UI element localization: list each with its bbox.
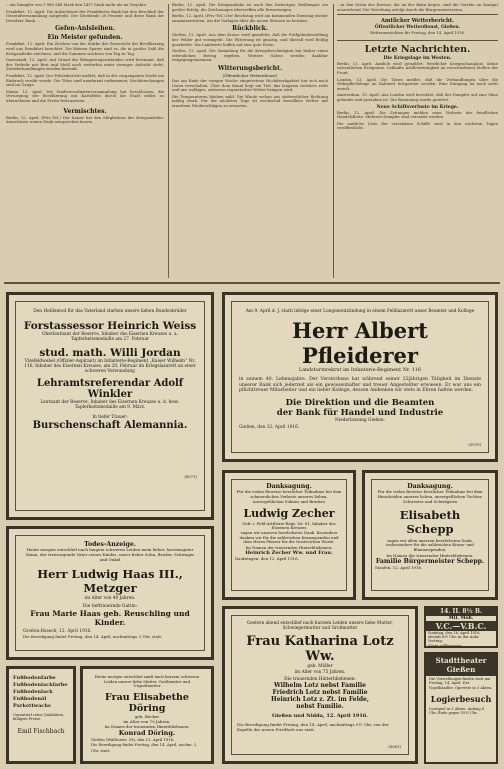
ad-place-date: Großen-Buseck, 12. April 1916.: [23, 629, 92, 635]
ad-vc-vbc: [424, 606, 498, 648]
ad-funeral: Die Beerdigung findet Freitag, den 14. April, nachmittags 3 Uhr, statt.: [23, 634, 163, 640]
ad-family: Heinrich Zecher Ww. und Frau.: [245, 550, 333, 557]
section-heading: Ein Meister gefunden.: [47, 34, 123, 42]
paragraph: Berlin, 12. April. Die Zeitungen melden neue Verluste der feindlichen Handelsflotte. Mehrere Dampfer sind versenkt worden.: [337, 109, 498, 120]
ad-person-name: stud. math. Willi Jordan: [39, 346, 181, 359]
ad-person-name: Lehramtsreferendar Adolf Winkler: [36, 378, 184, 401]
ad-text: Heute morgen entschlief nach langem schweren Leiden mein lieber, herzensguter Mann, der treusorgende Vater seines Kindes, unser lieber Sohn, Bruder, Schwager und Onkel: [25, 547, 195, 562]
ad-heading: Todes-Anzeige.: [84, 541, 136, 548]
paragraph: Frankfurt, 12. April. Der Polizeibericht meldet, daß in der vergangenen Nacht ein Einbruch verübt wurde. Die Täter sind unerkannt entkommen; Nachforschungen sind im Gange.: [6, 72, 164, 88]
ad-person-detail: Oberleutnant der Reserve, Inhaber des Eisernen Kreuzes u. a. Tapferkeitsmedaille am 27. Februar: [42, 332, 178, 343]
ad-heading: Stadttheater Gießen: [426, 654, 496, 676]
ad-family: Konrad Döring.: [118, 729, 176, 738]
ad-place-date: Gießen und Nidda, 12. April 1916.: [271, 713, 369, 720]
ad-person-name: Ludwig Zecher: [243, 506, 335, 520]
ad-person-name: Herr Ludwig Haas III., Metzger: [37, 566, 183, 595]
ad-family-member: Heinrich Lotz z. Zt. im Felde,: [271, 696, 369, 704]
weather-box-subheading: Öffentlicher Wetterdienst, Gießen.: [374, 25, 461, 31]
ad-shop-name: Emil Fischbach: [17, 727, 65, 735]
column-divider: [168, 4, 169, 278]
ad-schepp: [362, 470, 498, 600]
paragraph: Berlin, 12. April. (Priv.-Tel.) Der Reichstag wird am kommenden Dienstag wieder zusammentreten, um die Vorlagen über die neuen Steuern zu beraten.: [172, 13, 328, 23]
section-heading: Witterungsbericht.: [217, 64, 283, 72]
ad-text: Lustspiel in 3 Akten. Anfang 8 Uhr. Ende gegen 10½ Uhr.: [429, 706, 485, 716]
ad-text: Gestern abend entschlief nach kurzem Leiden unsere liebe Mutter, Schwiegermutter und Großmutter: [246, 621, 394, 632]
ad-product: Parkettwachs: [13, 703, 51, 709]
ad-haas: [6, 526, 214, 660]
ad-intro: Den Heldentod für das Vaterland starben unsere lieben Bundesbrüder: [33, 309, 187, 314]
news-subheading: Die Kriegslage im Westen.: [383, 55, 452, 61]
paragraph: Frankfurt, 12. April. Ein Zeichen von der Stärke der Zuversicht der Bevölkerung wird aus Frankfurt berichtet. Die kleinen Sparer sind es, die in großer Zahl die Kriegsanleihe zeichnen, und die Summen wachsen von Tag zu Tag.: [6, 41, 164, 56]
ad-place-date: Daubringen, den 12. April 1916.: [235, 556, 299, 562]
ad-family-label: Die tieftrauernde Gattin:: [82, 604, 138, 609]
paragraph: …ein Dampfer von 1 986 546 Mark den 1437 Mark mehr als im Vorjahre.: [6, 3, 148, 7]
ad-age: im Alter von 40 Jahren.: [84, 595, 136, 601]
ad-family-label: Im Namen der trauernden Hinterbliebenen:: [245, 545, 333, 551]
ad-body: in seinem 40. Lebensjahre. Der Verstorbene hat während seiner 22jährigen Tätigkeit im Dienste unserer Bank sich jederzeit als ein gewissenhafter und treuer Angestellter erwiesen. Er war uns ein pflichttreuer Mitarbeiter und ein lieber Kollege, dessen Andenken wir stets in Ehren halten werden.: [239, 377, 481, 393]
column-3: [337, 3, 498, 283]
ad-person-detail: Vizefeldwebel (Offizier-Aspirant) im Infanterie-Regiment „Kaiser Wilhelm“ Nr. 116, Inhaber des Eisernen Kreuzes, am 20. Februar im Kriegslazarett an einer schweren Verwundung: [24, 358, 196, 375]
column-divider: [333, 4, 334, 278]
ad-organization: V.C.—V.B.C.: [426, 621, 496, 631]
weather-box-line: Wetteraussichten für Freitag, den 14. April 1916.: [369, 30, 466, 36]
ad-family-member: nebst Familie.: [296, 703, 344, 711]
ad-product: Fußbodenlackfarbe: [13, 682, 68, 688]
paragraph: Die amtliche Liste der versenkten Schiffe wird in den nächsten Tagen veröffentlicht.: [337, 120, 498, 131]
ad-place-date: Staufen, 12. April 1916.: [375, 564, 423, 570]
news-subheading: Neue Schiffsverluste im Kriege.: [376, 104, 459, 110]
ad-subtitle: Mil. Mob.: [448, 616, 474, 621]
ad-age: im Alter von 75 Jahren.: [294, 669, 346, 675]
news-heading: Letzte Nachrichten.: [364, 43, 471, 55]
paragraph: Amsterdam, 13. April. Aus London wird berichtet, daß der Dampfer auf eine Mine gelaufen und gesunken ist. Die Besatzung wurde gerettet.: [337, 92, 498, 102]
ad-person-name: Frau Elisabethe Döring: [105, 691, 189, 714]
section-rule: [4, 282, 500, 284]
ad-code: (5070): [468, 442, 481, 447]
ad-rank: Landsturmrekrut im Infanterie-Regiment Nr. 116: [298, 367, 422, 374]
ad-signature: Die Direktion und die Beamten: [285, 398, 435, 409]
ad-heading: Danksagung.: [266, 483, 312, 490]
ad-code: (6071): [184, 474, 197, 479]
ad-family-member: Wilhelm Lotz nebst Familie: [273, 682, 366, 690]
ad-family: Frau Marie Haas geb. Reuschling und Kinder.: [30, 609, 190, 628]
ad-person-detail: Leutnant der Reserve, Inhaber des Eisernen Kreuzes u. d. hess. Tapferkeitsmedaille am 9. März.: [40, 400, 180, 411]
ad-note: Garantiert reine Qualitäten, billigste Preise.: [13, 713, 65, 722]
ad-fischbach: [6, 666, 76, 764]
paragraph: Frankfurt, 12. April. Die Aufsichtsrat der Frankfurter Bank hat den Beschluß der Generalversammlung mitgeteilt. Der Dividende 20 Prozent und diese Bank der Dresdner Bank …: [6, 8, 164, 23]
ad-family-member: Friedrich Lotz nebst Familie: [272, 689, 368, 697]
ad-intro: Am 9. April d. J. starb infolge einer Lungenentzündung in einem Feldlazarett unser Beamter und Kollege: [245, 309, 475, 314]
ad-text: Sonntag, den 16. April 1916, abends 8½ Uhr, in der Aula: Vortrag.: [428, 631, 481, 644]
paragraph: Die Temperaturen bleiben mild. Die Winde wehen aus südwestlicher Richtung mäßig stark. Für die nächsten Tage ist wechselnd bewölktes Wetter mit einzelnen Niederschlägen zu erwarten.: [172, 93, 328, 108]
ad-organization: Burschenschaft Alemannia.: [32, 419, 188, 431]
ad-product: Fußbodenfarbe: [13, 675, 56, 681]
ad-zecher: [222, 470, 356, 600]
section-subheading: (Öffentlicher Wetterdienst): [222, 72, 278, 78]
paragraph: …in den Orten des Kreises, die an der Bahn liegen, sind die Vorräte an Saatgut ausreichend. Die Verteilung erfolgt durch die Bürgermeistereien.: [337, 3, 498, 12]
ad-place-date: Gießen (Walltorstr. 39), den 12. April 1916.: [91, 737, 175, 743]
paragraph: Darmstadt, 12. April. Auf Grund des Belagerungszustandes wird bestimmt, daß der Verkehr mit Brot und Mehl auch weiterhin unter strenger Aufsicht steht; Zuwiderhandlungen werden bestraft.: [6, 57, 164, 72]
ad-pfleiderer: [222, 292, 498, 462]
ad-text: Für die vielen Beweise herzlicher Teilnahme bei dem schmerzlichen Verluste unseres lieben, unvergeßlichen Sohnes und Bruders: [236, 489, 342, 504]
ad-text: Heute morgen entschlief sanft nach kurzem schweren Leiden unsere liebe Mutter, Großmutter und Urgroßmutter: [94, 674, 200, 688]
ad-note: Gäste willkommen.: [428, 643, 463, 648]
paragraph: Mainz, 12. April. Die Stadtverordnetenversammlung hat beschlossen, die Versorgung der Bevölkerung mit Kartoffeln durch die Stadt selbst zu übernehmen und die Preise festzusetzen.: [6, 88, 164, 103]
ad-lotz: [222, 606, 418, 764]
ad-theater: [424, 652, 498, 764]
ad-text: sagen wir unseren herzlichsten Dank. Besonders danken wir für die zahlreichen Kranzspenden und dem Herrn Pfarrer für die trostreichen Worte.: [239, 529, 339, 545]
paragraph: Gießen, 12. April. Die Sammlung für die Kriegsbeschädigten hat bisher einen erfreulichen Betrag ergeben. Weitere Gaben werden dankbar entgegengenommen.: [172, 48, 328, 63]
ad-text: Die Vorstellungen finden statt am Freitag, 14. April: Der Vogelhändler. Operette in 3 Akten.: [429, 677, 493, 690]
ad-person-name: Frau Katharina Lotz Ww.: [246, 634, 394, 665]
ad-text: sagen wir allen unseren herzlichsten Dank, insbesondere für die zahlreichen Kranz- und Blumenspenden.: [386, 537, 474, 552]
ad-heading: Danksagung.: [407, 483, 453, 490]
ad-family-label: Im Namen der trauernden Hinterbliebenen:: [104, 723, 190, 729]
ad-place-date: Gießen, den 12. April 1916.: [239, 425, 300, 431]
ad-person-detail: Gefr. i. Feld-Artillerie-Regt. Nr. 61, Inhaber des Eisernen Kreuzes: [242, 520, 336, 531]
ad-family: Familie Bürgermeister Schepp.: [375, 557, 485, 565]
weather-box-heading: Amtlicher Wetterbericht.: [381, 18, 454, 25]
section-heading: Rückblick.: [232, 25, 268, 33]
paragraph: Gießen, 12. April. Aus dem Kreise wird gemeldet, daß die Frühjahrsbestellung der Felder gut vorangeht. Die Witterung ist günstig, und überall wird fleißig gearbeitet. Die Landwirte hoffen auf eine gute Ernte.: [172, 32, 328, 47]
ad-text: Für die vielen Beweise herzlicher Teilnahme bei dem Hinscheiden unserer lieben, unvergeßlichen Tochter, Schwester und Schwägerin: [377, 489, 483, 504]
ad-code: (6061): [388, 744, 401, 749]
ad-closing: In tiefer Trauer:: [92, 414, 128, 420]
ad-play-title: Logierbesuch: [430, 693, 492, 704]
ad-product: Fußbodenöl: [13, 696, 47, 702]
column-1: [6, 3, 164, 283]
section-heading: Gefen-Anlsleihen.: [55, 25, 115, 33]
paragraph: Berlin, 12. April. Die Kriegsanleihe ist nach den bisherigen Meldungen ein großer Erfolg; die Zeichnungen übertreffen alle Erwartungen.: [172, 3, 328, 12]
ad-nee: geb. Becker: [134, 713, 160, 719]
ad-person-name: Forstassessor Heinrich Weiss: [23, 320, 197, 333]
ad-date-banner: 14. II. 8½ B.: [426, 608, 496, 616]
ad-signature: Niederlassung Gießen.: [335, 418, 385, 424]
section-heading: Vermischtes.: [63, 107, 107, 115]
ad-person-name: Elisabeth Schepp: [399, 507, 461, 536]
ad-product: Fußbodenlack: [13, 689, 53, 695]
paragraph: Berlin, 12. April. (Priv.-Tel.) Der Kaiser hat den Mitgliedern der Kriegsanleihe-Ausschüsse seinen Dank aussprechen lassen.: [6, 114, 164, 125]
ad-person-name: Herr Albert Pfleiderer: [292, 318, 428, 369]
paragraph: London, 13. April. Die Times meldet, daß die Verhandlungen über die Wehrpflichtfrage im Kabinett fortgesetzt werden. Eine Einigung ist noch nicht erzielt.: [337, 76, 498, 91]
paragraph: Das am Ende der vorigen Woche eingetretene Hochdruckgebiet hat sich nach Osten verschoben. Über dem Kanal liegt ein Tief, das langsam ostwärts zieht und uns wolkiges, zeitweise regnerisches Wetter bringen wird.: [172, 77, 328, 93]
ad-nee: geb. Müller: [307, 664, 333, 670]
ad-signature: der Bank für Handel und Industrie: [276, 408, 444, 419]
weather-box: [337, 14, 498, 41]
ad-burschenschaft: [6, 292, 214, 520]
ad-family-label: Die trauernden Hinterbliebenen:: [284, 676, 356, 682]
paragraph: Berlin, 13. April. Amtlich wird gemeldet: Westlicher Kriegsschauplatz. Keine wesentlichen Ereignisse. Lebhafte Artillerietätigkeit an verschiedenen Stellen der Front.: [337, 60, 498, 75]
ad-funeral: Die Beerdigung findet Freitag, den 14. April, nachmittags 3½ Uhr, von der Kapelle des neuen Friedhofs aus statt.: [237, 722, 389, 733]
ad-family-label: Im Namen der trauernden Hinterbliebenen:: [386, 552, 474, 558]
ad-age: im Alter von 79 Jahren.: [123, 718, 171, 724]
ad-funeral: Die Beerdigung findet Freitag, den 14. April, nachm. 2 Uhr, statt.: [91, 742, 197, 753]
ad-doering: [80, 666, 214, 764]
column-2: [172, 3, 328, 283]
